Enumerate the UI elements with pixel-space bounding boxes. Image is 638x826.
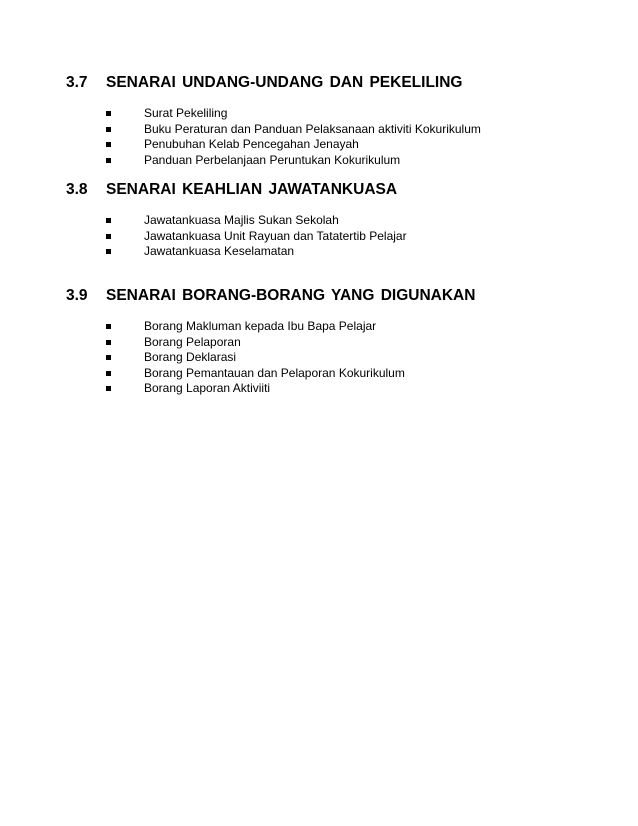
section-list: [0, 213, 638, 260]
list-item-text: Jawatankuasa Keselamatan: [144, 244, 295, 258]
list-item-text: Borang Makluman kepada Ibu Bapa Pelajar: [144, 319, 377, 333]
list-item: [0, 366, 638, 382]
section-3-7: [0, 72, 638, 168]
square-bullet-icon: [106, 127, 111, 132]
list-item: [0, 244, 638, 260]
section-heading: [0, 179, 638, 201]
list-item: [0, 106, 638, 122]
section-number: 3.9: [66, 287, 88, 304]
section-heading: [0, 285, 638, 307]
section-number: 3.7: [66, 74, 88, 91]
section-title: SENARAI BORANG-BORANG YANG DIGUNAKAN: [106, 287, 476, 304]
square-bullet-icon: [106, 111, 111, 116]
square-bullet-icon: [106, 142, 111, 147]
section-heading: [0, 72, 638, 94]
square-bullet-icon: [106, 249, 111, 254]
list-item-text: Jawatankuasa Unit Rayuan dan Tatatertib Pelajar: [144, 228, 407, 243]
square-bullet-icon: [106, 158, 111, 163]
list-item-text: Jawatankuasa Majlis Sukan Sekolah: [144, 213, 339, 227]
section-3-9: [0, 285, 638, 397]
square-bullet-icon: [106, 340, 111, 345]
list-item-text: Borang Laporan Aktiviiti: [144, 381, 271, 395]
list-item: [0, 122, 638, 138]
square-bullet-icon: [106, 218, 111, 223]
list-item: [0, 153, 638, 169]
list-item: [0, 319, 638, 335]
square-bullet-icon: [106, 324, 111, 329]
square-bullet-icon: [106, 371, 111, 376]
list-item: [0, 350, 638, 366]
list-item: [0, 137, 638, 153]
list-item: [0, 229, 638, 245]
section-list: [0, 106, 638, 168]
section-3-8: [0, 179, 638, 260]
list-item-text: Borang Pemantauan dan Pelaporan Kokurikulum: [144, 365, 405, 380]
section-title: SENARAI UNDANG-UNDANG DAN PEKELILING: [106, 74, 463, 91]
list-item: [0, 335, 638, 351]
square-bullet-icon: [106, 386, 111, 391]
square-bullet-icon: [106, 355, 111, 360]
list-item: [0, 381, 638, 397]
list-item: [0, 213, 638, 229]
list-item-text: Penubuhan Kelab Pencegahan Jenayah: [144, 137, 359, 151]
section-title: SENARAI KEAHLIAN JAWATANKUASA: [106, 181, 398, 198]
list-item-text: Borang Pelaporan: [144, 334, 241, 349]
list-item-text: Surat Pekeliling: [144, 106, 228, 120]
square-bullet-icon: [106, 234, 111, 239]
list-item-text: Panduan Perbelanjaan Peruntukan Kokurikulum: [144, 152, 401, 167]
list-item-text: Buku Peraturan dan Panduan Pelaksanaan aktiviti Kokurikulum: [144, 121, 481, 136]
section-list: [0, 319, 638, 397]
list-item-text: Borang Deklarasi: [144, 350, 237, 364]
section-number: 3.8: [66, 181, 88, 198]
